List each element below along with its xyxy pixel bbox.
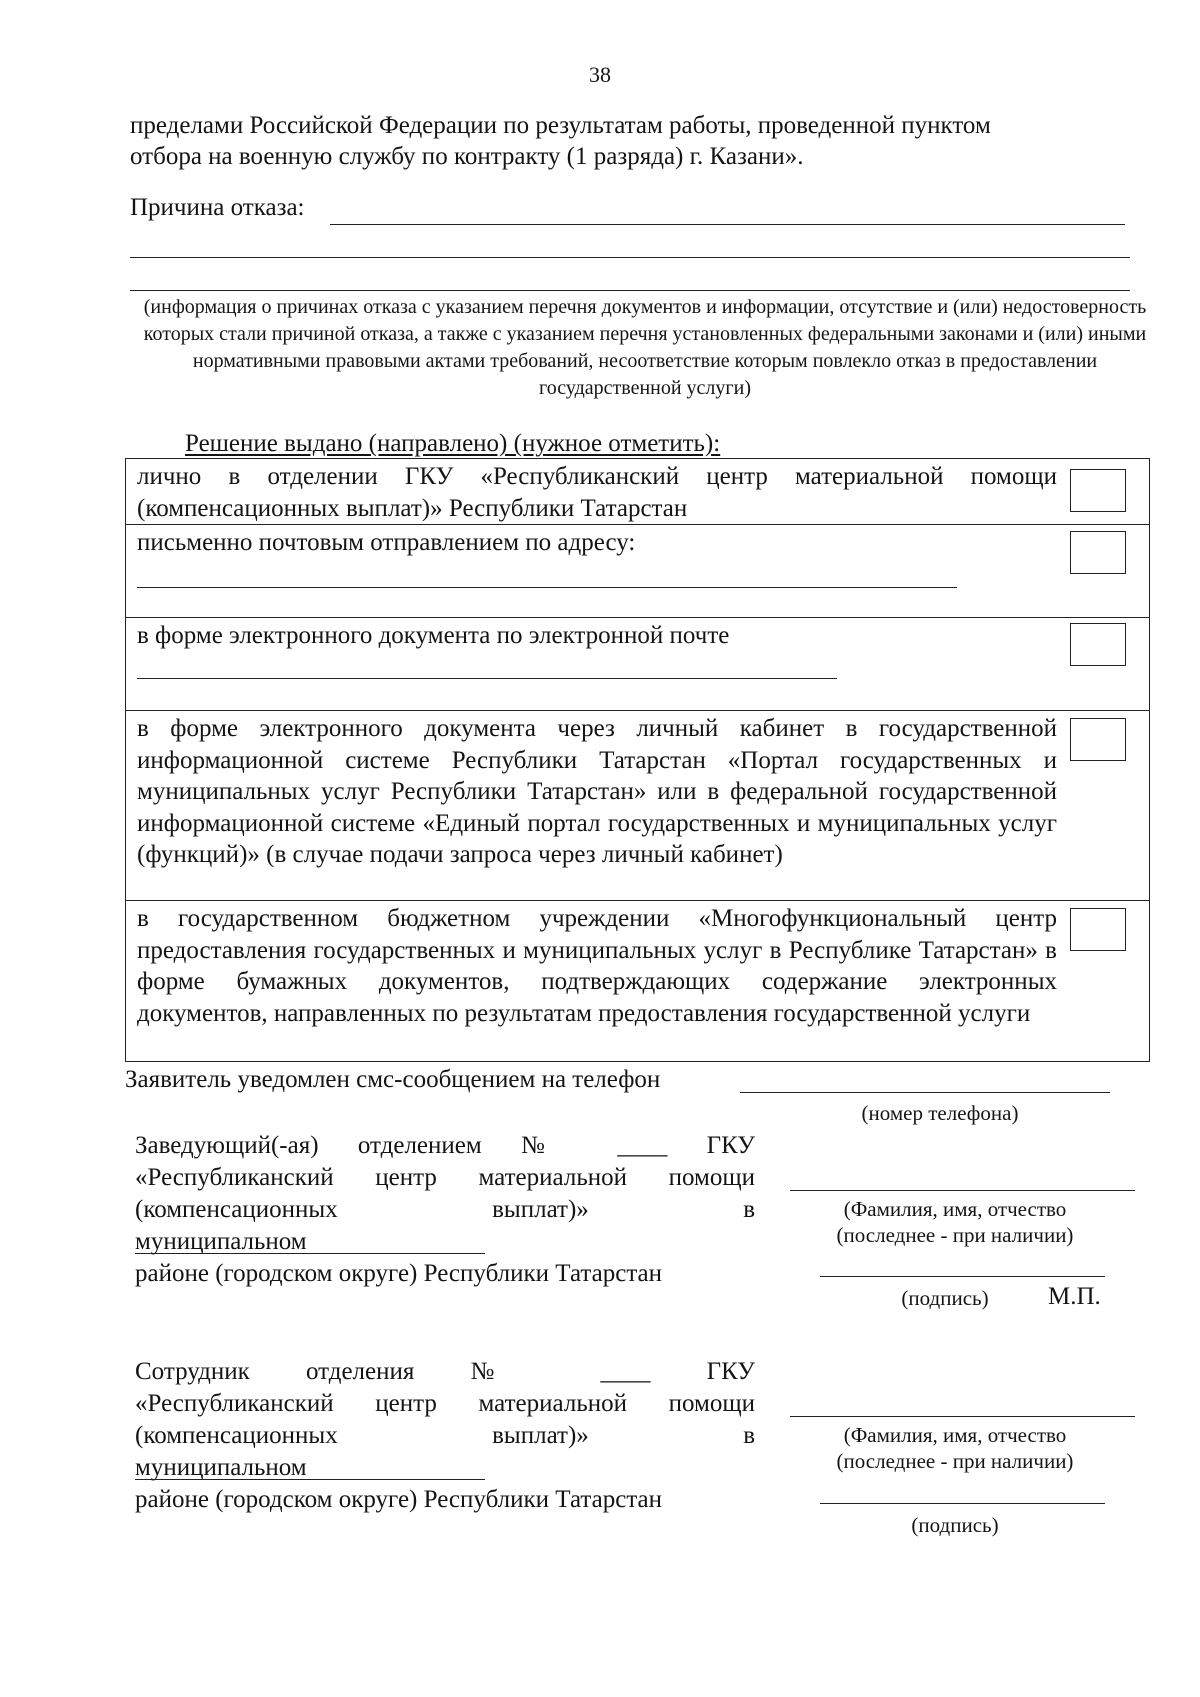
option-mfc-text: в государственном бюджетном учреждении «Многофункциональный центр предоставления государственных и муниципальных услуг в Республике Татарстан» в форме бумажных документов, подтверждающих содержание электронных документов, направленных по результатам предоставления государственной услуги	[137, 905, 1057, 1027]
page-number: 38	[589, 62, 611, 87]
post-address-line[interactable]	[137, 587, 957, 588]
head-signature-line[interactable]	[820, 1276, 1105, 1277]
refusal-label: Причина отказа:	[130, 194, 305, 221]
option-row-in-person	[126, 459, 1149, 524]
option-portal-checkbox[interactable]	[1070, 718, 1126, 761]
option-row-mfc	[126, 900, 1149, 1063]
employee-municipality-line[interactable]	[135, 1479, 485, 1480]
head-title-line-4: муниципальном	[135, 1228, 307, 1255]
stamp-placeholder: М.П.	[1048, 1283, 1101, 1310]
employee-title-line-1: Сотрудник отделения № ____ ГКУ	[135, 1358, 755, 1385]
intro-line-1: пределами Российской Федерации по результатам работы, проведенной пунктом	[130, 112, 991, 139]
head-title-line-5: районе (городском округе) Республики Татарстан	[135, 1260, 663, 1287]
refusal-line-2[interactable]	[130, 257, 1130, 258]
head-name-caption	[800, 1196, 1110, 1248]
refusal-note: (информация о причинах отказа с указанием перечня документов и информации, отсутствие и (или) недостоверность которых стали причиной отказа, а также с указанием перечня установленных федеральными законами и (или) иными нормативными правовыми актами требований, несоответствие которым повлекло отказ в предоставлении государственной услуги)	[143, 296, 1147, 399]
option-portal-text: в форме электронного документа через личный кабинет в государственной информационной системе Республики Татарстан «Портал государственных и муниципальных услуг Республики Татарстан» или в федеральной государственной информационной системе «Единый портал государственных и муниципальных услуг (функций)» (в случае подачи запроса через личный кабинет)	[137, 715, 1057, 868]
option-post-text: письменно почтовым отправлением по адресу:	[137, 529, 636, 556]
intro-line-2: отбора на военную службу по контракту (1 разряда) г. Казани».	[130, 143, 804, 170]
option-post-checkbox[interactable]	[1070, 531, 1126, 574]
option-row-portal	[126, 710, 1149, 900]
employee-signature-line[interactable]	[820, 1503, 1105, 1504]
employee-title	[135, 1356, 755, 1516]
employee-title-line-5: районе (городском округе) Республики Татарстан	[135, 1486, 663, 1513]
head-title	[135, 1130, 755, 1290]
decision-heading: Решение выдано (направлено) (нужное отметить):	[185, 430, 721, 457]
head-title-line-2: «Республиканский центр материальной помощи	[135, 1164, 755, 1191]
phone-number-line[interactable]	[740, 1092, 1110, 1093]
employee-name-caption-line-2: (последнее - при наличии)	[836, 1449, 1074, 1473]
option-row-email	[126, 617, 1149, 710]
option-row-post	[126, 524, 1149, 617]
head-name-line[interactable]	[790, 1190, 1135, 1191]
head-name-caption-line-1: (Фамилия, имя, отчество	[843, 1197, 1067, 1221]
option-mfc-checkbox[interactable]	[1070, 908, 1126, 951]
head-title-line-1: Заведующий(-ая) отделением № ____ ГКУ	[135, 1132, 755, 1159]
option-in-person-checkbox[interactable]	[1070, 469, 1126, 512]
head-municipality-line[interactable]	[135, 1253, 485, 1254]
employee-title-line-4: муниципальном	[135, 1454, 307, 1481]
head-title-line-3: (компенсационных выплат)» в	[135, 1196, 755, 1223]
phone-number-caption: (номер телефона)	[861, 1101, 1019, 1125]
employee-title-line-2: «Республиканский центр материальной помощи	[135, 1390, 755, 1417]
sms-notice-text: Заявитель уведомлен смс-сообщением на телефон	[125, 1066, 661, 1093]
delivery-options-table	[125, 458, 1150, 1062]
refusal-line-1[interactable]	[330, 224, 1125, 225]
refusal-line-3[interactable]	[130, 290, 1130, 291]
employee-name-line[interactable]	[790, 1416, 1135, 1417]
employee-signature-caption: (подпись)	[911, 1513, 999, 1537]
employee-title-line-3: (компенсационных выплат)» в	[135, 1422, 755, 1449]
email-address-line[interactable]	[137, 678, 837, 679]
head-signature-caption: (подпись)	[901, 1286, 989, 1310]
option-email-checkbox[interactable]	[1070, 623, 1126, 666]
employee-name-caption	[800, 1422, 1110, 1474]
option-in-person-text: лично в отделении ГКУ «Республиканский центр материальной помощи (компенсационных выплат)» Республики Татарстан	[137, 463, 1057, 522]
option-email-text: в форме электронного документа по электронной почте	[137, 622, 730, 649]
employee-name-caption-line-1: (Фамилия, имя, отчество	[843, 1423, 1067, 1447]
head-name-caption-line-2: (последнее - при наличии)	[836, 1223, 1074, 1247]
